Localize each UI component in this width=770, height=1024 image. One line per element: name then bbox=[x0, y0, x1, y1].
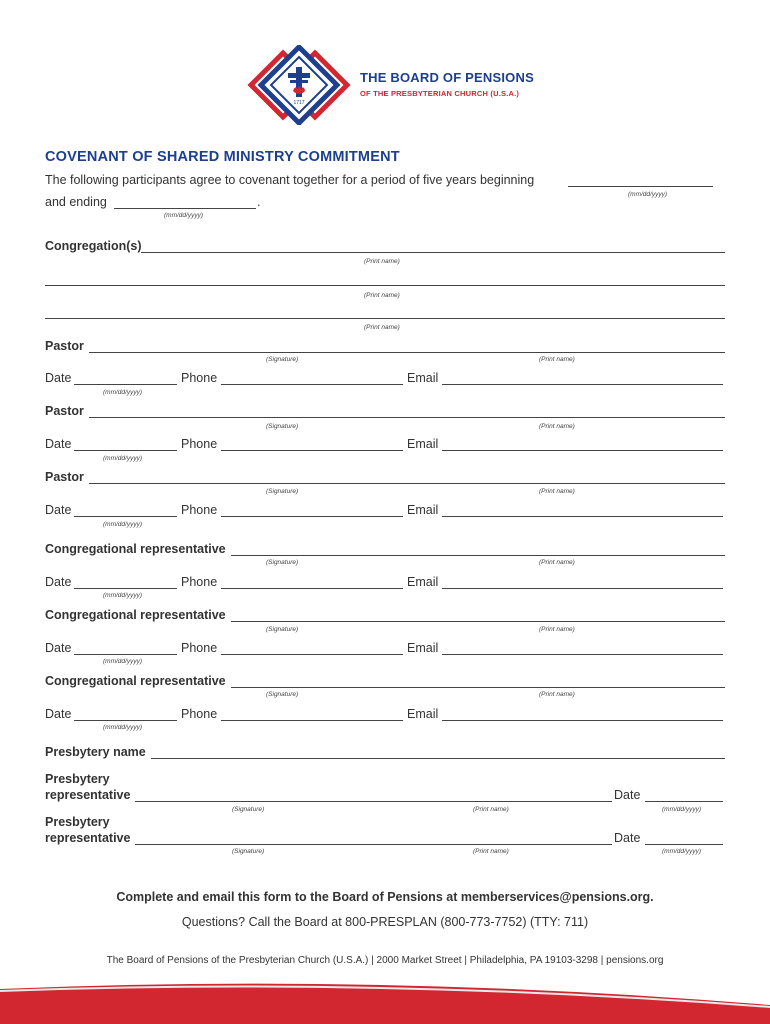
date-label: Date bbox=[45, 503, 72, 517]
congregation-field-2[interactable] bbox=[45, 285, 725, 286]
pastor-label: Pastor bbox=[45, 404, 84, 418]
date-label: Date bbox=[614, 831, 641, 845]
print-name-hint: (Print name) bbox=[364, 292, 400, 299]
congregation-field-3[interactable] bbox=[45, 318, 725, 319]
rep-2-email-field[interactable] bbox=[442, 654, 723, 655]
rep-1-date-field[interactable] bbox=[74, 588, 177, 589]
pastor-2-phone-field[interactable] bbox=[221, 450, 403, 451]
footer-swoosh bbox=[0, 975, 770, 1024]
pastor-1-email-field[interactable] bbox=[442, 384, 723, 385]
presbytery-rep-label-1: Presbytery bbox=[45, 772, 110, 786]
intro-period: . bbox=[257, 195, 261, 209]
presbytery-rep-2-field[interactable] bbox=[135, 844, 612, 845]
date-hint: (mm/dd/yyyy) bbox=[164, 212, 203, 219]
pastor-1-phone-field[interactable] bbox=[221, 384, 403, 385]
date-hint: (mm/dd/yyyy) bbox=[103, 455, 142, 462]
pastor-label: Pastor bbox=[45, 339, 84, 353]
presbytery-rep-label-2: representative bbox=[45, 788, 131, 802]
pastor-3-field[interactable] bbox=[89, 483, 725, 484]
date-hint: (mm/dd/yyyy) bbox=[662, 848, 701, 855]
email-label: Email bbox=[407, 575, 439, 589]
print-name-hint: (Print name) bbox=[473, 806, 509, 813]
pastor-label: Pastor bbox=[45, 470, 84, 484]
date-hint: (mm/dd/yyyy) bbox=[103, 592, 142, 599]
presbyterian-seal-icon bbox=[243, 45, 355, 125]
phone-label: Phone bbox=[181, 641, 218, 655]
presbytery-name-label: Presbytery name bbox=[45, 745, 146, 759]
print-name-hint: (Print name) bbox=[539, 423, 575, 430]
logo-org-name: THE BOARD OF PENSIONS bbox=[360, 70, 534, 85]
congregational-rep-label: Congregational representative bbox=[45, 542, 226, 556]
date-label: Date bbox=[45, 575, 72, 589]
signature-hint: (Signature) bbox=[266, 488, 299, 495]
pastor-3-email-field[interactable] bbox=[442, 516, 723, 517]
pastor-2-field[interactable] bbox=[89, 417, 725, 418]
signature-hint: (Signature) bbox=[232, 848, 265, 855]
email-label: Email bbox=[407, 503, 439, 517]
footer-instruction: Complete and email this form to the Board of Pensions at memberservices@pensions.org. bbox=[116, 890, 654, 904]
congregational-rep-3-field[interactable] bbox=[231, 687, 725, 688]
date-hint: (mm/dd/yyyy) bbox=[103, 658, 142, 665]
seal-year: 1717 bbox=[293, 100, 305, 106]
pastor-1-date-field[interactable] bbox=[74, 384, 177, 385]
pastor-2-date-field[interactable] bbox=[74, 450, 177, 451]
phone-label: Phone bbox=[181, 575, 218, 589]
congregation-field-1[interactable] bbox=[141, 252, 725, 253]
phone-label: Phone bbox=[181, 437, 218, 451]
email-label: Email bbox=[407, 707, 439, 721]
ending-date-field[interactable] bbox=[114, 208, 256, 209]
presbytery-rep-label-1: Presbytery bbox=[45, 815, 110, 829]
signature-hint: (Signature) bbox=[266, 626, 299, 633]
print-name-hint: (Print name) bbox=[539, 356, 575, 363]
intro-line-1: The following participants agree to covenant together for a period of five years beginning bbox=[45, 173, 535, 187]
date-label: Date bbox=[45, 371, 72, 385]
rep-1-email-field[interactable] bbox=[442, 588, 723, 589]
date-label: Date bbox=[45, 641, 72, 655]
print-name-hint: (Print name) bbox=[539, 559, 575, 566]
pastor-3-date-field[interactable] bbox=[74, 516, 177, 517]
congregational-rep-2-field[interactable] bbox=[231, 621, 725, 622]
date-hint: (mm/dd/yyyy) bbox=[103, 521, 142, 528]
signature-hint: (Signature) bbox=[266, 356, 299, 363]
phone-label: Phone bbox=[181, 371, 218, 385]
rep-3-phone-field[interactable] bbox=[221, 720, 403, 721]
date-hint: (mm/dd/yyyy) bbox=[628, 191, 667, 198]
presbytery-rep-label-2: representative bbox=[45, 831, 131, 845]
congregation-label: Congregation(s) bbox=[45, 239, 142, 253]
email-label: Email bbox=[407, 371, 439, 385]
date-label: Date bbox=[614, 788, 641, 802]
rep-3-email-field[interactable] bbox=[442, 720, 723, 721]
footer-questions: Questions? Call the Board at 800-PRESPLAN (800-773-7752) (TTY: 711) bbox=[181, 915, 589, 929]
print-name-hint: (Print name) bbox=[473, 848, 509, 855]
date-hint: (mm/dd/yyyy) bbox=[662, 806, 701, 813]
email-label: Email bbox=[407, 641, 439, 655]
email-label: Email bbox=[407, 437, 439, 451]
signature-hint: (Signature) bbox=[266, 691, 299, 698]
date-label: Date bbox=[45, 437, 72, 451]
rep-2-date-field[interactable] bbox=[74, 654, 177, 655]
presbytery-name-field[interactable] bbox=[151, 758, 725, 759]
signature-hint: (Signature) bbox=[266, 423, 299, 430]
pastor-3-phone-field[interactable] bbox=[221, 516, 403, 517]
rep-3-date-field[interactable] bbox=[74, 720, 177, 721]
rep-1-phone-field[interactable] bbox=[221, 588, 403, 589]
date-hint: (mm/dd/yyyy) bbox=[103, 389, 142, 396]
date-label: Date bbox=[45, 707, 72, 721]
congregational-rep-1-field[interactable] bbox=[231, 555, 725, 556]
intro-line-2: and ending bbox=[45, 195, 107, 209]
print-name-hint: (Print name) bbox=[539, 691, 575, 698]
presbytery-rep-2-date-field[interactable] bbox=[645, 844, 723, 845]
footer-address: The Board of Pensions of the Presbyterian Church (U.S.A.) | 2000 Market Street | Philadelphia, PA 19103-3298 | pensions.org bbox=[106, 955, 664, 966]
print-name-hint: (Print name) bbox=[539, 488, 575, 495]
beginning-date-field[interactable] bbox=[568, 186, 713, 187]
signature-hint: (Signature) bbox=[232, 806, 265, 813]
pastor-1-field[interactable] bbox=[89, 352, 725, 353]
rep-2-phone-field[interactable] bbox=[221, 654, 403, 655]
signature-hint: (Signature) bbox=[266, 559, 299, 566]
phone-label: Phone bbox=[181, 707, 218, 721]
presbytery-rep-1-field[interactable] bbox=[135, 801, 612, 802]
congregational-rep-label: Congregational representative bbox=[45, 674, 226, 688]
phone-label: Phone bbox=[181, 503, 218, 517]
print-name-hint: (Print name) bbox=[539, 626, 575, 633]
print-name-hint: (Print name) bbox=[364, 324, 400, 331]
date-hint: (mm/dd/yyyy) bbox=[103, 724, 142, 731]
form-title: COVENANT OF SHARED MINISTRY COMMITMENT bbox=[45, 149, 400, 165]
congregational-rep-label: Congregational representative bbox=[45, 608, 226, 622]
pastor-2-email-field[interactable] bbox=[442, 450, 723, 451]
print-name-hint: (Print name) bbox=[364, 258, 400, 265]
presbytery-rep-1-date-field[interactable] bbox=[645, 801, 723, 802]
logo-org-subtitle: OF THE PRESBYTERIAN CHURCH (U.S.A.) bbox=[360, 89, 520, 98]
